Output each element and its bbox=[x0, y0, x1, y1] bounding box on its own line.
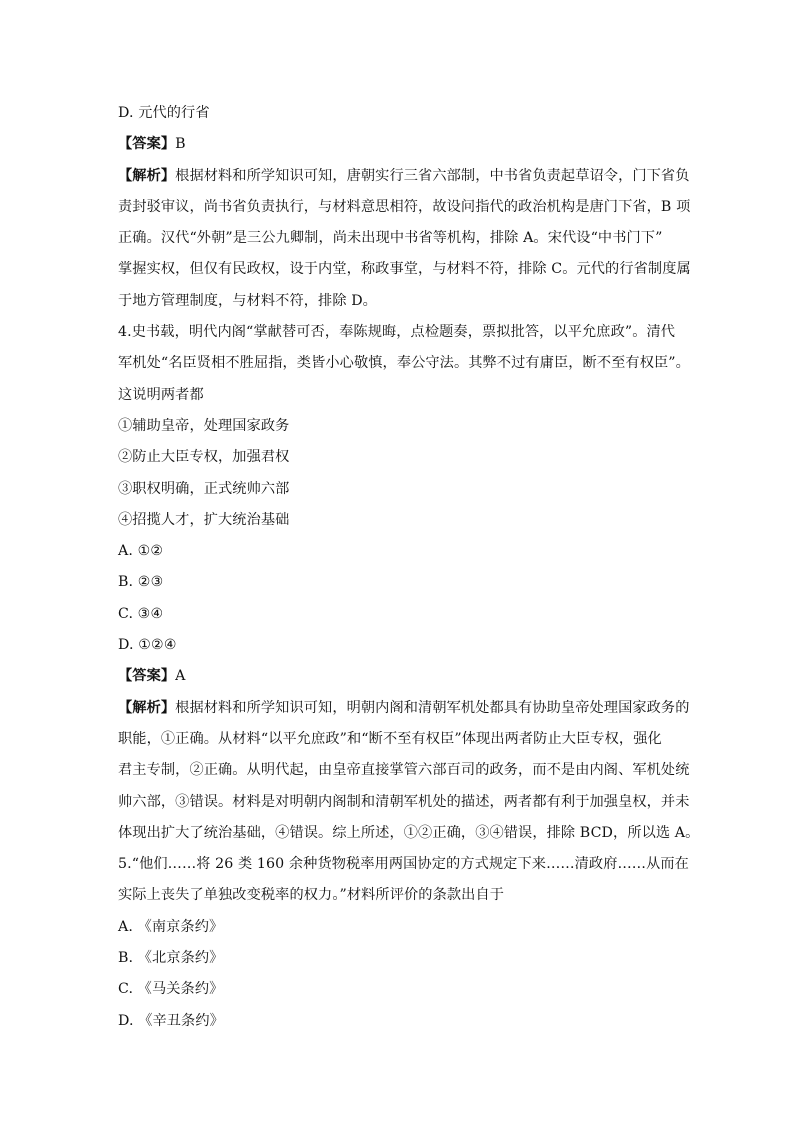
q4-analysis-line: 帅六部，③错误。材料是对明朝内阁制和清朝军机处的描述，两者都有利于加强皇权，并未 bbox=[118, 793, 690, 810]
q3-analysis-line: 正确。汉代“外朝”是三公九卿制，尚未出现中书省等机构，排除 A。宋代设“中书门下” bbox=[118, 230, 663, 247]
q3-analysis-line: 责封驳审议，尚书省负责执行，与材料意思相符，故设问指代的政治机构是唐门下省，B 项 bbox=[118, 198, 691, 215]
analysis-text: 根据材料和所学知识可知，明朝内阁和清朝军机处都具有协助皇帝处理国家政务的 bbox=[175, 699, 690, 716]
analysis-text: 根据材料和所学知识可知，唐朝实行三省六部制，中书省负责起草诏令，门下省负 bbox=[175, 167, 690, 184]
q5-stem-line: 5.“他们……将 26 类 160 余种货物税率用两国协定的方式规定下来……清政府……从而在 bbox=[118, 856, 689, 873]
q4-option-d: D. ①②④ bbox=[118, 637, 177, 654]
answer-tag: 【答案】 bbox=[118, 136, 176, 153]
q4-item: ③职权明确，正式统帅六部 bbox=[118, 480, 290, 497]
q5-option-d: D. 《辛丑条约》 bbox=[118, 1012, 224, 1029]
q4-stem-line: 4.史书载，明代内阁“掌献替可否，奉陈规晦，点检题奏，票拟批答，以平允庶政”。清代 bbox=[118, 324, 676, 341]
q4-item: ④招揽人才，扩大统治基础 bbox=[118, 511, 290, 528]
q4-answer bbox=[118, 661, 678, 692]
q4-stem-line: 这说明两者都 bbox=[118, 386, 204, 403]
q3-analysis-line bbox=[118, 161, 690, 192]
q4-item: ②防止大臣专权，加强君权 bbox=[118, 449, 290, 466]
q5-stem-line: 实际上丧失了单独改变税率的权力。”材料所评价的条款出自于 bbox=[118, 887, 505, 904]
q3-analysis-line: 于地方管理制度，与材料不符，排除 D。 bbox=[118, 292, 377, 309]
q4-analysis-line bbox=[118, 693, 690, 724]
q4-analysis-line: 职能，①正确。从材料“以平允庶政”和“断不至有权臣”体现出两者防止大臣专权，强化 bbox=[118, 730, 662, 747]
q4-analysis-line: 体现出扩大了统治基础，④错误。综上所述，①②正确，③④错误，排除 BCD，所以选 A。 bbox=[118, 824, 700, 841]
q4-stem-line: 军机处“名臣贤相不胜屈指，类皆小心敬慎，奉公守法。其弊不过有庸臣，断不至有权臣”。 bbox=[118, 355, 690, 372]
answer-value: B bbox=[175, 136, 186, 153]
q5-option-a: A. 《南京条约》 bbox=[118, 918, 224, 935]
answer-tag: 【答案】 bbox=[118, 668, 176, 685]
q4-item: ①辅助皇帝，处理国家政务 bbox=[118, 417, 290, 434]
analysis-tag: 【解析】 bbox=[118, 699, 176, 716]
q5-option-c: C. 《马关条约》 bbox=[118, 981, 224, 998]
q4-option-b: B. ②③ bbox=[118, 574, 164, 591]
analysis-tag: 【解析】 bbox=[118, 167, 176, 184]
document-page bbox=[118, 98, 700, 1037]
q4-option-a: A. ①② bbox=[118, 543, 164, 560]
q3-option-d: D. 元代的行省 bbox=[118, 105, 210, 121]
q5-option-b: B. 《北京条约》 bbox=[118, 950, 224, 967]
q4-analysis-line: 君主专制，②正确。从明代起，由皇帝直接掌管六部百司的政务，而不是由内阁、军机处统 bbox=[118, 762, 690, 779]
answer-value: A bbox=[175, 668, 186, 685]
q3-analysis-line: 掌握实权，但仅有民政权，设于内堂，称政事堂，与材料不符，排除 C。元代的行省制度属 bbox=[118, 261, 691, 278]
q4-option-c: C. ③④ bbox=[118, 605, 164, 622]
q3-answer bbox=[118, 129, 678, 160]
